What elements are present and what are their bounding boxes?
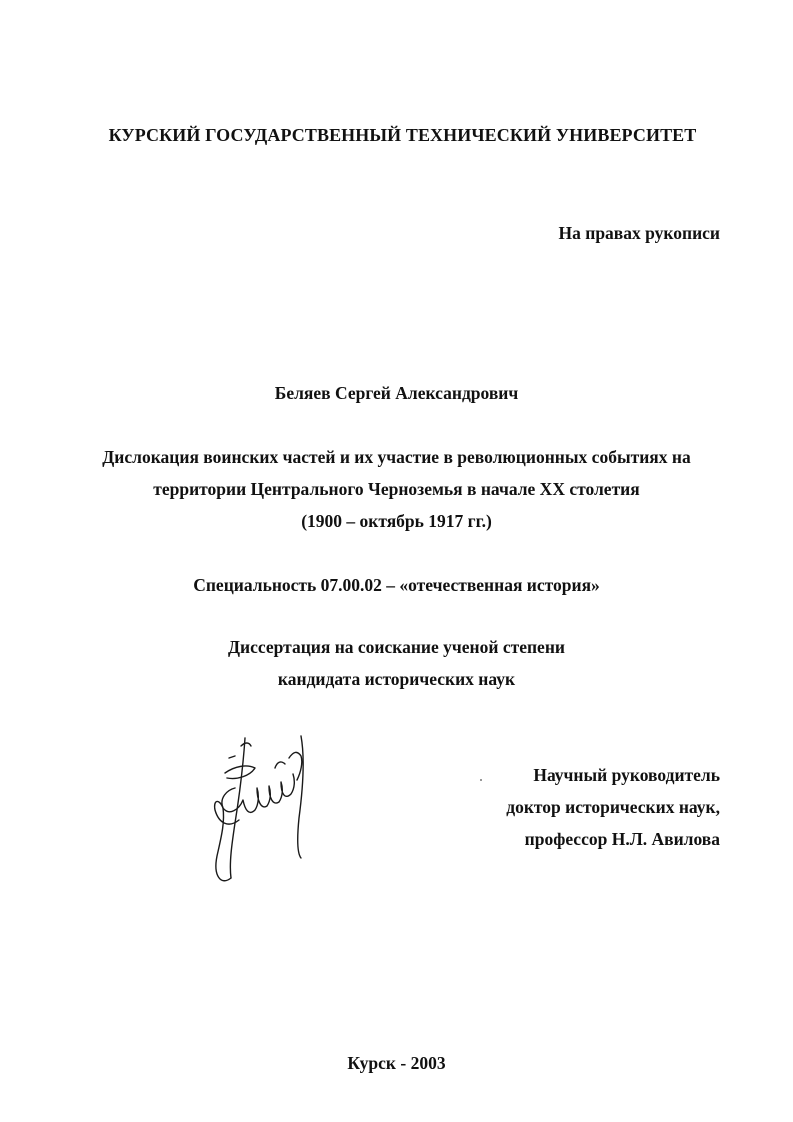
thesis-title-line-2: территории Центрального Черноземья в начале XX столетия bbox=[153, 479, 640, 499]
scan-speck bbox=[480, 779, 482, 781]
supervisor-name: профессор Н.Л. Авилова bbox=[524, 829, 720, 849]
supervisor-label: Научный руководитель bbox=[533, 765, 720, 785]
handwritten-signature-icon bbox=[205, 728, 315, 893]
author-name: Беляев Сергей Александрович bbox=[274, 383, 519, 403]
university-name: КУРСКИЙ ГОСУДАРСТВЕННЫЙ ТЕХНИЧЕСКИЙ УНИВЕРСИТЕТ bbox=[108, 125, 697, 145]
degree-line-1: Диссертация на соискание ученой степени bbox=[228, 637, 565, 657]
thesis-title-line-1: Дислокация воинских частей и их участие в революционных событиях на bbox=[102, 447, 691, 467]
thesis-title-line-3: (1900 – октябрь 1917 гг.) bbox=[301, 511, 492, 531]
specialty: Специальность 07.00.02 – «отечественная история» bbox=[193, 575, 600, 595]
manuscript-rights-note: На правах рукописи bbox=[558, 223, 720, 243]
supervisor-degree: доктор исторических наук, bbox=[506, 797, 720, 817]
city-year: Курск - 2003 bbox=[347, 1053, 446, 1073]
degree-line-2: кандидата исторических наук bbox=[277, 669, 516, 689]
